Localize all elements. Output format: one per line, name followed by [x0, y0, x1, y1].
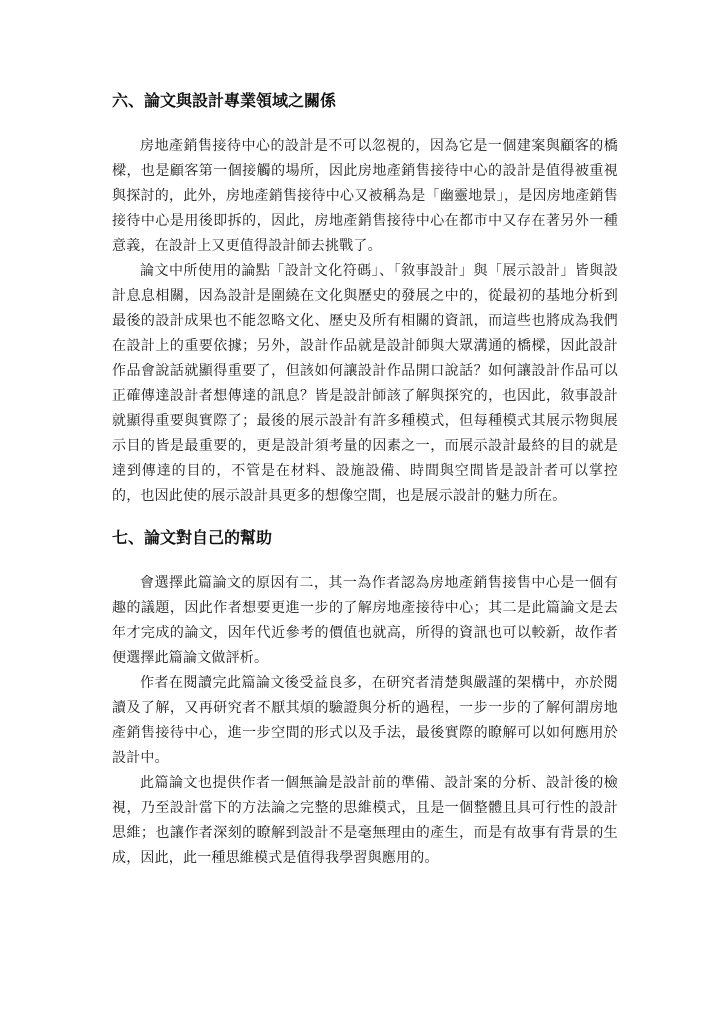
paragraph: 論文中所使用的論點「設計文化符碼」、「敘事設計」與「展示設計」皆與設計息息相關，因為設計是圍繞在文化與歷史的發展之中的，從最初的基地分析到最後的設計成果也不能忽略文化、歷史及所有相關的資訊，而這些也將成為我們在設計上的重要依據；另外，設計作品就是設計師與大眾溝通的橋樑，因此設計作品會說話就顯得重要了，但該如何讓設計作品開口說話？如何讓設計作品可以正確傳達設計者想傳達的訊息？皆是設計師該了解與探究的，也因此，敘事設計就顯得重要與實際了；最後的展示設計有許多種模式，但每種模式其展示物與展示目的皆是最重要的，更是設計須考量的因素之一，而展示設計最終的目的就是達到傳達的目的，不管是在材料、設施設備、時間與空間皆是設計者可以掌控的，也因此使的展示設計具更多的想像空間，也是展示設計的魅力所在。 — [112, 263, 618, 504]
paragraph: 作者在閱讀完此篇論文後受益良多，在研究者清楚與嚴謹的架構中，亦於閱讀及了解，又再研究者不厭其煩的驗證與分析的過程，一步一步的了解何謂房地產銷售接待中心，進一步空間的形式以及手法，最後實際的瞭解可以如何應用於設計中。 — [112, 675, 618, 766]
section-heading: 七、論文對自己的幫助 — [112, 528, 273, 547]
document-page — [112, 88, 618, 871]
section-heading: 六、論文與設計專業領域之關係 — [112, 91, 337, 110]
section-personal-benefit — [112, 525, 618, 871]
paragraph: 此篇論文也提供作者一個無論是設計前的準備、設計案的分析、設計後的檢視，乃至設計當下的方法論之完整的思維模式，且是一個整體且具可行性的設計思維；也讓作者深刻的瞭解到設計不是毫無理由的產生，而是有故事有背景的生成，因此，此一種思維模式是值得我學習與應用的。 — [112, 775, 618, 866]
paragraph: 會選擇此篇論文的原因有二，其一為作者認為房地產銷售接售中心是一個有趣的議題，因此作者想要更進一步的了解房地產接待中心；其二是此篇論文是去年才完成的論文，因年代近參考的價值也就高，所得的資訊也可以較新，故作者便選擇此篇論文做評析。 — [112, 575, 618, 666]
paragraph: 房地產銷售接待中心的設計是不可以忽視的，因為它是一個建案與顧客的橋樑，也是顧客第一個接觸的場所，因此房地產銷售接待中心的設計是值得被重視與探討的，此外，房地產銷售接待中心又被稱為是「幽靈地景」，是因房地產銷售接待中心是用後即拆的，因此，房地產銷售接待中心在都市中又存在著另外一種意義，在設計上又更值得設計師去挑戰了。 — [112, 138, 618, 254]
section-design-relationship — [112, 88, 618, 509]
